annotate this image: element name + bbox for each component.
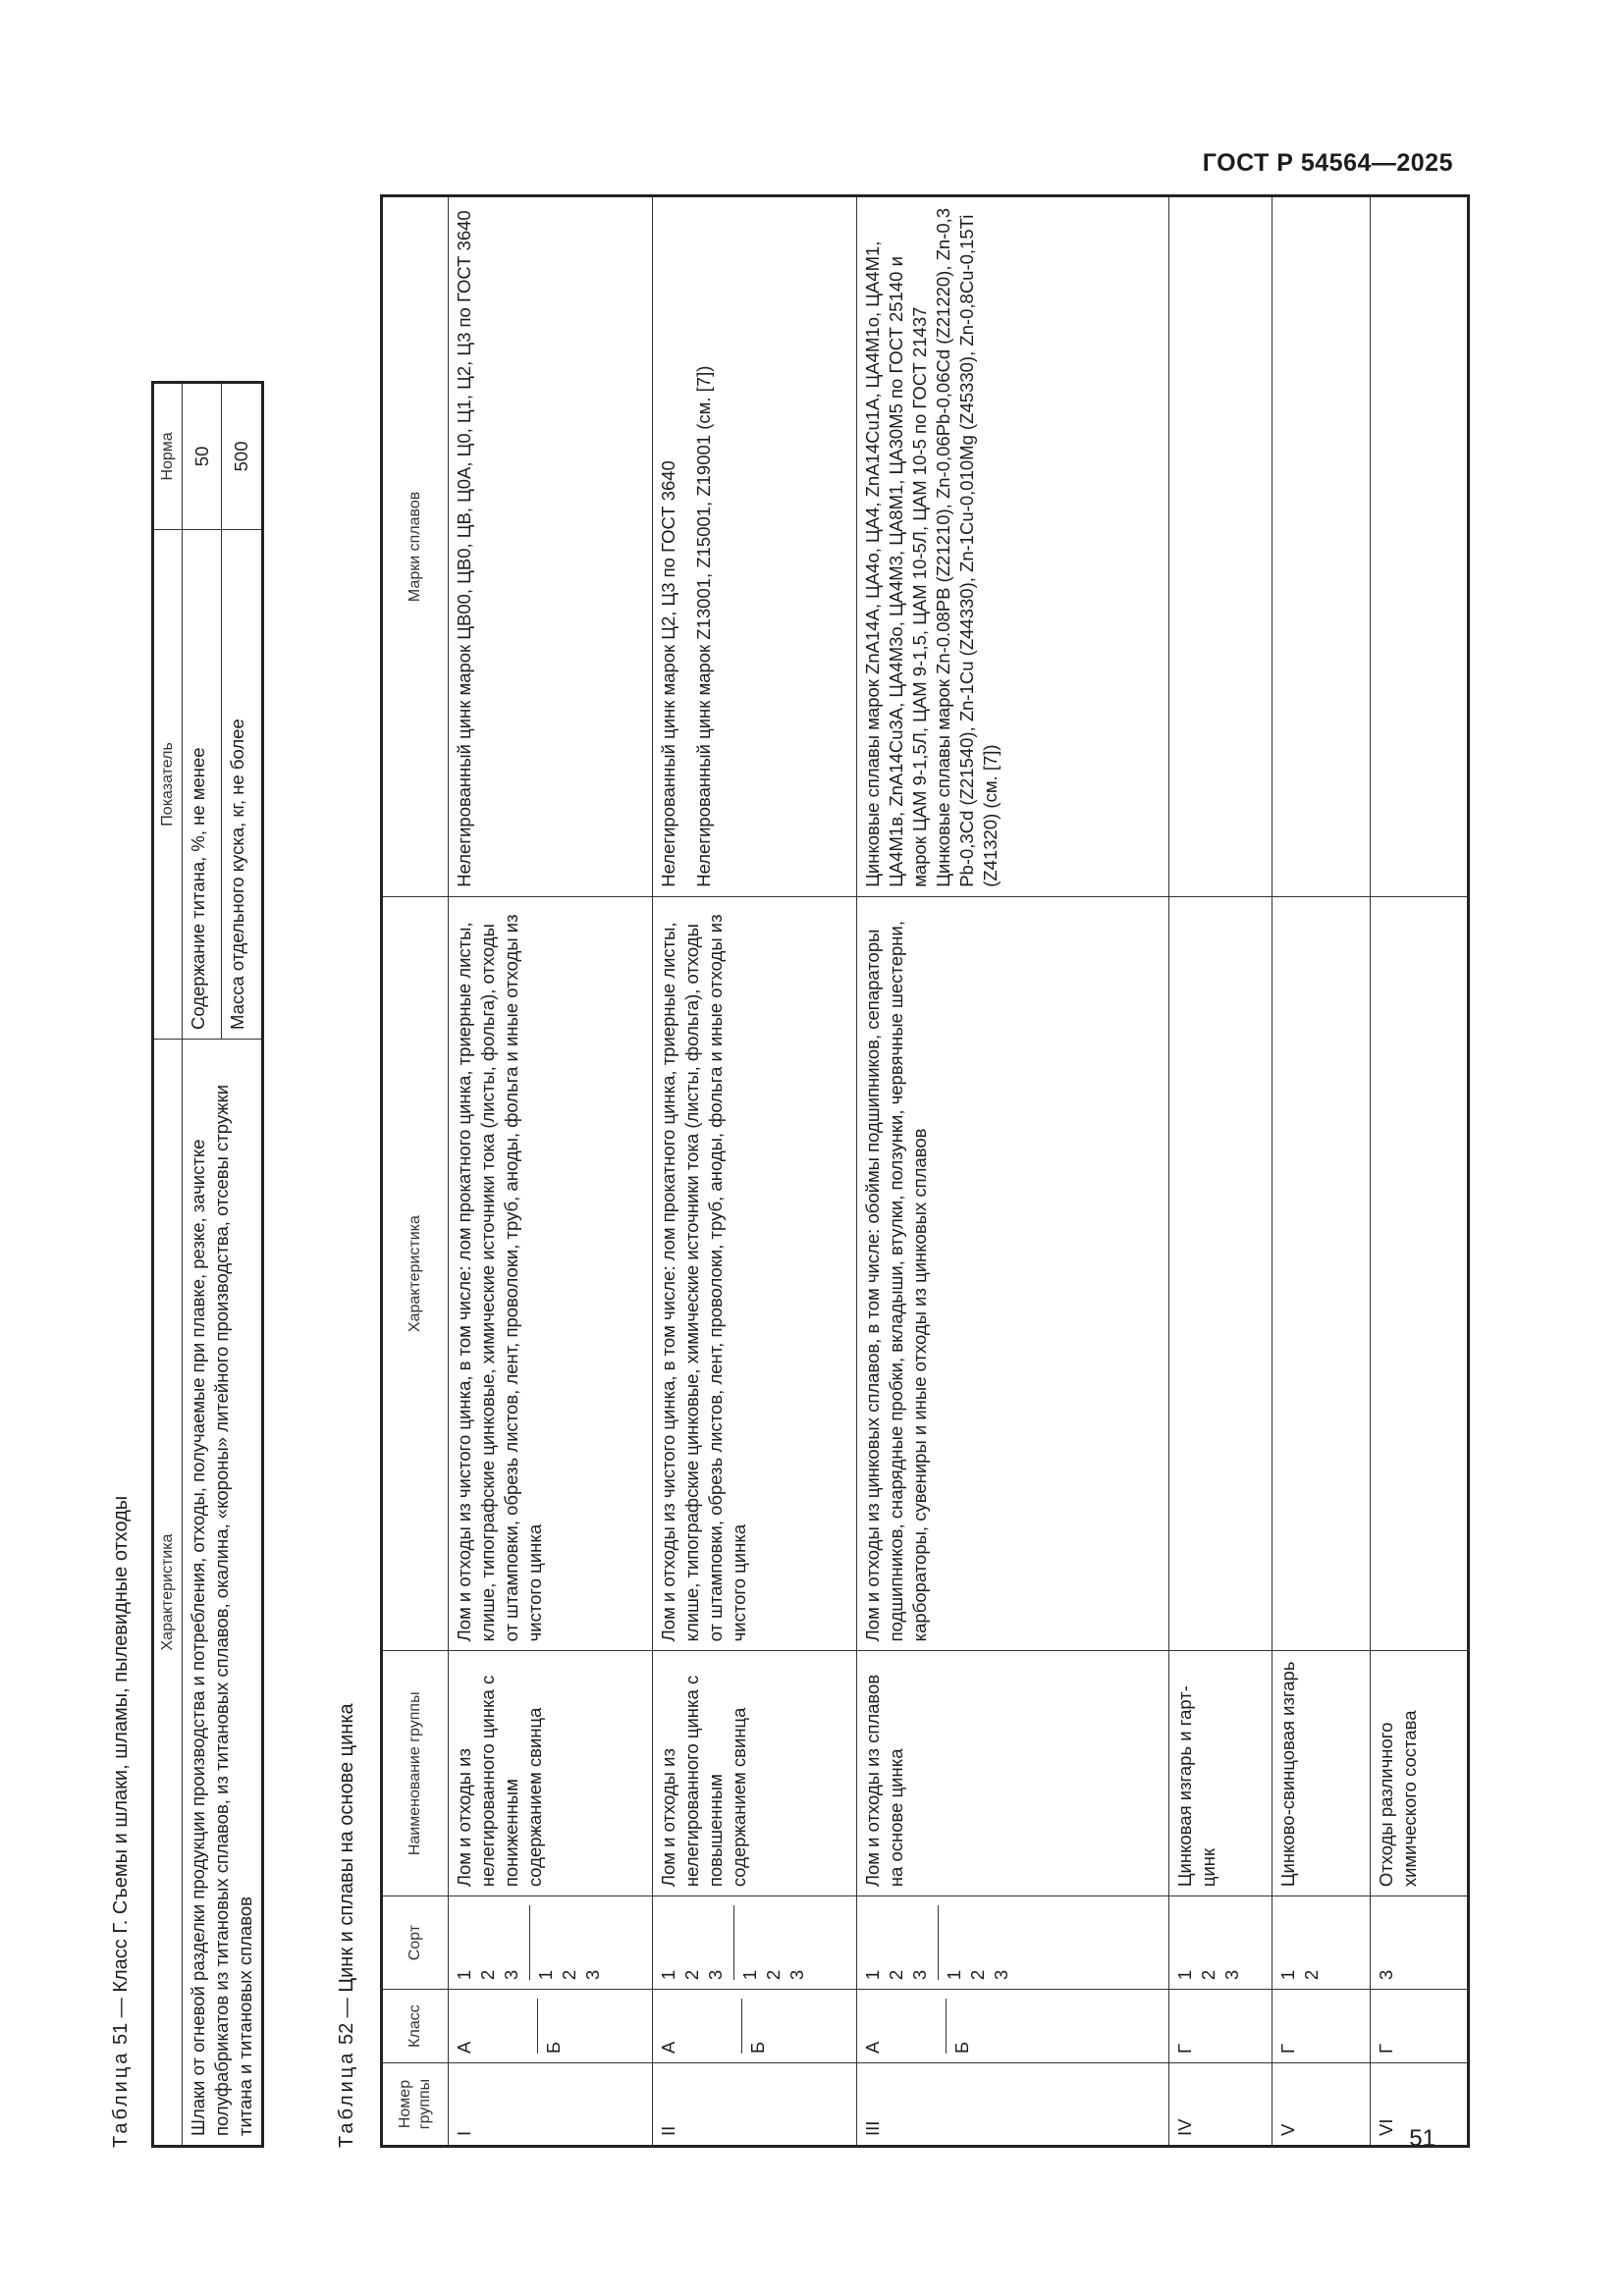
sort-a-2: 2 (886, 1969, 906, 1981)
sort-a-1: 1 (1174, 1969, 1195, 1981)
table51-caption-text: 51 — Класс Г. Съемы и шлаки, шламы, пылевидные отходы (110, 1495, 132, 2046)
group-characteristic (1272, 896, 1371, 1651)
group-name: Цинково-свинцовая изгарь (1272, 1651, 1371, 1896)
class-cell (1169, 1990, 1272, 2063)
class-cell (1371, 1990, 1469, 2063)
alloy-grades (653, 196, 857, 897)
group-number: IV (1169, 2063, 1272, 2147)
group-characteristic: Лом и отходы из цинковых сплавов, в том числе: обоймы подшипников, сепараторы подшипников, снарядные пробки, вкладыши, втулки, ползунки, червячные шестерни, карбораторы, сувениры и иные отходы из цинковых сплавов (857, 896, 1169, 1651)
sort-cell (1169, 1896, 1272, 1990)
class-b: Б (741, 1999, 770, 2054)
group-number: III (857, 2063, 1169, 2147)
class-a: Г (1174, 2044, 1195, 2055)
group-characteristic: Лом и отходы из чистого цинка, в том числе: лом прокатного цинка, триерные листы, клише, типографские цинковые, химические источники тока (листы, фольга), отходы от штамповки, обрезь листов, лент, проволоки, труб, аноды, фольга и иные отходы из чистого цинка (653, 896, 857, 1651)
table-row (653, 196, 857, 2147)
page-number: 51 (1409, 2125, 1435, 2152)
table51-caption-word: Таблица (110, 2050, 132, 2148)
grade-text: Цинковые сплавы марок Zn-0.08PB (Z21210), Zn-0,06Pb-0,06Cd (Z21220), Zn-0,3 Pb-0,3Cd (Z21540), Zn-1Cu (Z44330), Zn-1Cu-0,010Mg (Z45330), Zn-0,8Cu-0,15Ti (Z41320) (см. [7]) (933, 207, 1001, 887)
sort-a-1: 1 (1277, 1969, 1298, 1981)
sort-b-3: 3 (991, 1969, 1011, 1981)
sort-cell (857, 1896, 1169, 1990)
group-characteristic: Лом и отходы из чистого цинка, в том числе: лом прокатного цинка, триерные листы, клише, типографские цинковые, химические источники тока (листы, фольга), отходы от штамповки, обрезь листов, лент, проволоки, труб, аноды, фольга и иные отходы из чистого цинка (449, 896, 653, 1651)
table52-caption-text: 52 — Цинк и сплавы на основе цинка (336, 1703, 357, 2046)
table52-caption (336, 1703, 358, 2148)
group-number: II (653, 2063, 857, 2147)
class-a: Г (1277, 2044, 1298, 2055)
class-cell (449, 1990, 653, 2063)
sort-b-3: 3 (582, 1969, 603, 1981)
document-id: ГОСТ Р 54564—2025 (1202, 149, 1453, 177)
sort-a-2: 2 (1198, 1969, 1218, 1981)
group-number: I (449, 2063, 653, 2147)
grade-text: Нелегированный цинк марок Z13001, Z15001, Z19001 (см. [7]) (693, 365, 714, 887)
class-a: А (862, 2041, 883, 2055)
sort-a-1: 1 (658, 1969, 678, 1981)
table51-description: Шлаки от огневой разделки продукции производства и потребления, отходы, получаемые при плавке, резке, зачистке полуфабрикатов из титановых сплавов, из титановых сплавов, окалина, «короны» литейного производства, отсевы стружки титана и титановых сплавов (183, 1040, 263, 2147)
class-b: Б (537, 1999, 566, 2054)
group-name: Отходы различного химического состава (1371, 1651, 1469, 1896)
sort-a-3: 3 (1221, 1969, 1242, 1981)
group-name: Лом и отходы из сплавов на основе цинка (857, 1651, 1169, 1896)
table-row (1169, 196, 1272, 2147)
group-number: V (1272, 2063, 1371, 2147)
alloy-grades (1272, 196, 1371, 897)
class-a: Г (1376, 2044, 1396, 2055)
sort-cell (1371, 1896, 1469, 1990)
sort-cell (653, 1896, 857, 1990)
class-cell (1272, 1990, 1371, 2063)
grade-text: Цинковые сплавы марок ZnA14A, ЦА4о, ЦА4, ZnA14Cu1A, ЦА4М1о, ЦА4М1, ЦА4М1в, ZnA14Cu3A, ЦА4М3о, ЦА4М3, ЦА8М1, ЦА30М5 по ГОСТ 25140 и марок ЦАМ 9-1,5Л, ЦАМ 9-1,5, ЦАМ 10-5Л, ЦАМ 10-5 по ГОСТ 21437 (862, 240, 930, 887)
table51-norm: 500 (222, 383, 263, 530)
group-number: VI (1371, 2063, 1469, 2147)
sort-a-3: 3 (501, 1969, 521, 1981)
table52-header-grades: Марки сплавов (382, 196, 449, 897)
table52-header-group-name: Наименование группы (382, 1651, 449, 1896)
table52-header-class: Класс (382, 1990, 449, 2063)
alloy-grades (857, 196, 1169, 897)
sort-a-3: 3 (909, 1969, 930, 1981)
table51 (151, 381, 264, 2148)
table51-header-indicator: Показатель (153, 529, 183, 1039)
group-name: Лом и отходы из нелегированного цинка с повышенным содержанием свинца (653, 1651, 857, 1896)
table-row (183, 383, 222, 2147)
sort-a-2: 2 (477, 1969, 498, 1981)
table52-caption-word: Таблица (336, 2050, 357, 2148)
sort-a-2: 2 (681, 1969, 702, 1981)
table51-caption (110, 1496, 133, 2148)
table52-header-sort: Сорт (382, 1896, 449, 1990)
group-name: Лом и отходы из нелегированного цинка с пониженным содержанием свинца (449, 1651, 653, 1896)
group-characteristic (1371, 896, 1469, 1651)
table52 (380, 194, 1470, 2148)
rotated-content (110, 194, 1485, 2148)
table51-norm: 50 (183, 383, 222, 530)
table52-header-group-number: Номер группы (382, 2063, 449, 2147)
sort-b-1: 1 (739, 1969, 760, 1981)
sort-a-1: 1 (862, 1969, 883, 1981)
sort-b-2: 2 (559, 1969, 579, 1981)
alloy-grades (449, 196, 653, 897)
class-a: А (658, 2041, 678, 2055)
group-characteristic (1169, 896, 1272, 1651)
table51-header-characteristic: Характеристика (153, 1040, 183, 2147)
table-row (857, 196, 1169, 2147)
sort-cell (1272, 1896, 1371, 1990)
sort-cell (449, 1896, 653, 1990)
class-cell (857, 1990, 1169, 2063)
class-b: Б (946, 1999, 974, 2054)
class-cell (653, 1990, 857, 2063)
sort-b-3: 3 (786, 1969, 807, 1981)
table52-header-characteristic: Характеристика (382, 896, 449, 1651)
sort-a-3: 3 (705, 1969, 726, 1981)
grade-text: Нелегированный цинк марок ЦВ00, ЦВ0, ЦВ, Ц0А, Ц0, Ц1, Ц2, Ц3 по ГОСТ 3640 (454, 210, 474, 887)
class-a: А (454, 2041, 474, 2055)
table51-indicator: Масса отдельного куска, кг, не более (222, 529, 263, 1039)
sort-a-1: 3 (1376, 1969, 1396, 1981)
table51-header-norm: Норма (153, 383, 183, 530)
sort-b-1: 1 (944, 1969, 964, 1981)
table-row (1371, 196, 1469, 2147)
table-row (449, 196, 653, 2147)
table-row (1272, 196, 1371, 2147)
table51-indicator: Содержание титана, %, не менее (183, 529, 222, 1039)
sort-b-2: 2 (763, 1969, 784, 1981)
alloy-grades (1169, 196, 1272, 897)
group-name: Цинковая изгарь и гарт-цинк (1169, 1651, 1272, 1896)
sort-b-1: 1 (535, 1969, 556, 1981)
sort-a-2: 2 (1301, 1969, 1322, 1981)
grade-text: Нелегированный цинк марок Ц2, Ц3 по ГОСТ 3640 (658, 460, 678, 887)
sort-b-2: 2 (967, 1969, 988, 1981)
alloy-grades (1371, 196, 1469, 897)
sort-a-1: 1 (454, 1969, 474, 1981)
